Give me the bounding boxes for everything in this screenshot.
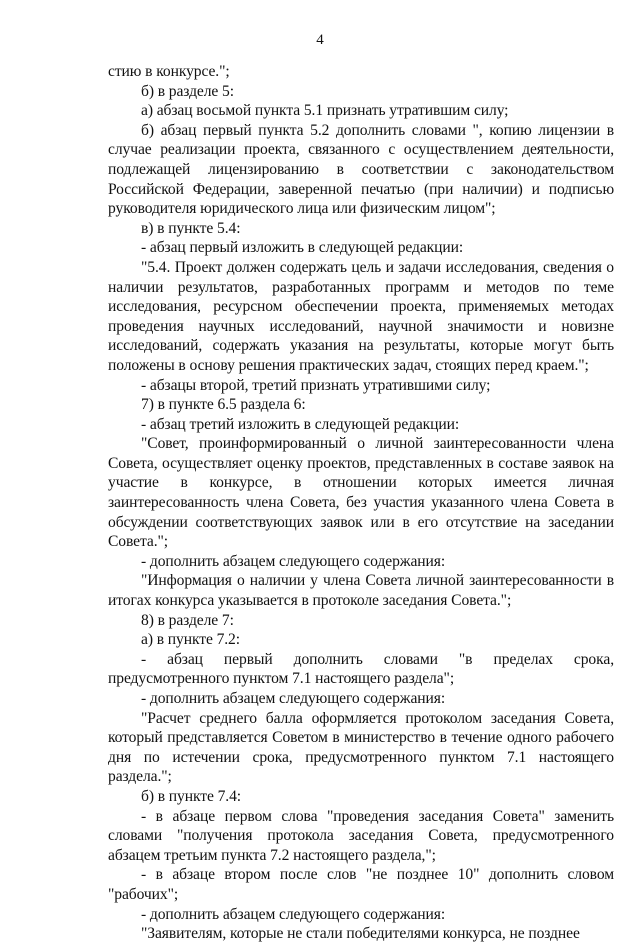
paragraph: - абзац первый изложить в следующей редакции: — [141, 239, 464, 257]
paragraph: а) абзац восьмой пункта 5.1 признать утратившим силу; — [141, 102, 509, 120]
paragraph: "Информация о наличии у члена Совета личной заинтересованности в итогах конкурса указывается в протоколе заседания Совета."; — [108, 572, 614, 610]
paragraph: - в абзаце втором после слов "не позднее 10" дополнить словом "рабочих"; — [108, 866, 614, 903]
paragraph: "Совет, проинформированный о личной заинтересованности члена Совета, осуществляет оценку проектов, представленных в составе заявок на участие в конкурсе, в отношении которых имеется личная заинтересованность члена Совета, без участия указанного члена Совета в обсуждении соответствующих заявок или в его отсутствие на заседании Совета."; — [108, 435, 614, 551]
paragraph: 8) в разделе 7: — [141, 611, 234, 629]
paragraph: б) в пункте 7.4: — [141, 787, 242, 805]
paragraph: - абзацы второй, третий признать утратившими силу; — [141, 376, 491, 394]
paragraph: б) в разделе 5: — [141, 82, 234, 100]
paragraph: стию в конкурсе."; — [108, 63, 230, 80]
page-number: 4 — [316, 32, 324, 48]
paragraph: - абзац первый дополнить словами "в пределах срока, предусмотренного пунктом 7.1 настоящего раздела"; — [108, 650, 614, 688]
paragraph: - дополнить абзацем следующего содержания: — [141, 690, 446, 707]
paragraph: - дополнить абзацем следующего содержания: — [141, 905, 446, 923]
paragraph: - в абзаце первом слова "проведения заседания Совета" заменить словами "получения протокола заседания Совета, предусмотренного абзацем третьим пункта 7.2 настоящего раздела,"; — [108, 807, 614, 864]
paragraph: - абзац третий изложить в следующей редакции: — [141, 415, 460, 433]
paragraph: 7) в пункте 6.5 раздела 6: — [141, 396, 306, 414]
paragraph: "Расчет среднего балла оформляется протоколом заседания Совета, который представляется Советом в министерство в течение одного рабочего дня по истечении срока, предусмотренного пунктом 7.1 настоящего раздела."; — [108, 709, 614, 786]
paragraph: а) в пункте 7.2: — [141, 631, 240, 649]
paragraph: "5.4. Проект должен содержать цель и задачи исследования, сведения о наличии результатов, разработанных программ и методов по теме исследования, ресурсном обеспечении проекта, применяемых методах проведения научных исследований, научной значимости и новизне исследований, содержать указания на результаты, которые могут быть положены в основу решения практических задач, стоящих перед краем."; — [108, 258, 614, 374]
paragraph: "Заявителям, которые не стали победителями конкурса, не позднее — [141, 925, 580, 943]
paragraph: б) абзац первый пункта 5.2 дополнить словами ", копию лицензии в случае реализации проекта, связанного с осуществлением деятельности, подлежащей лицензированию в соответствии с законодательством Российской Федерации, заверенной печатью (при наличии) и подписью руководителя юридического лица или физическим лицом"; — [108, 121, 614, 218]
paragraph: в) в пункте 5.4: — [141, 219, 241, 237]
paragraph: - дополнить абзацем следующего содержания: — [141, 552, 446, 570]
document-body — [108, 62, 614, 944]
